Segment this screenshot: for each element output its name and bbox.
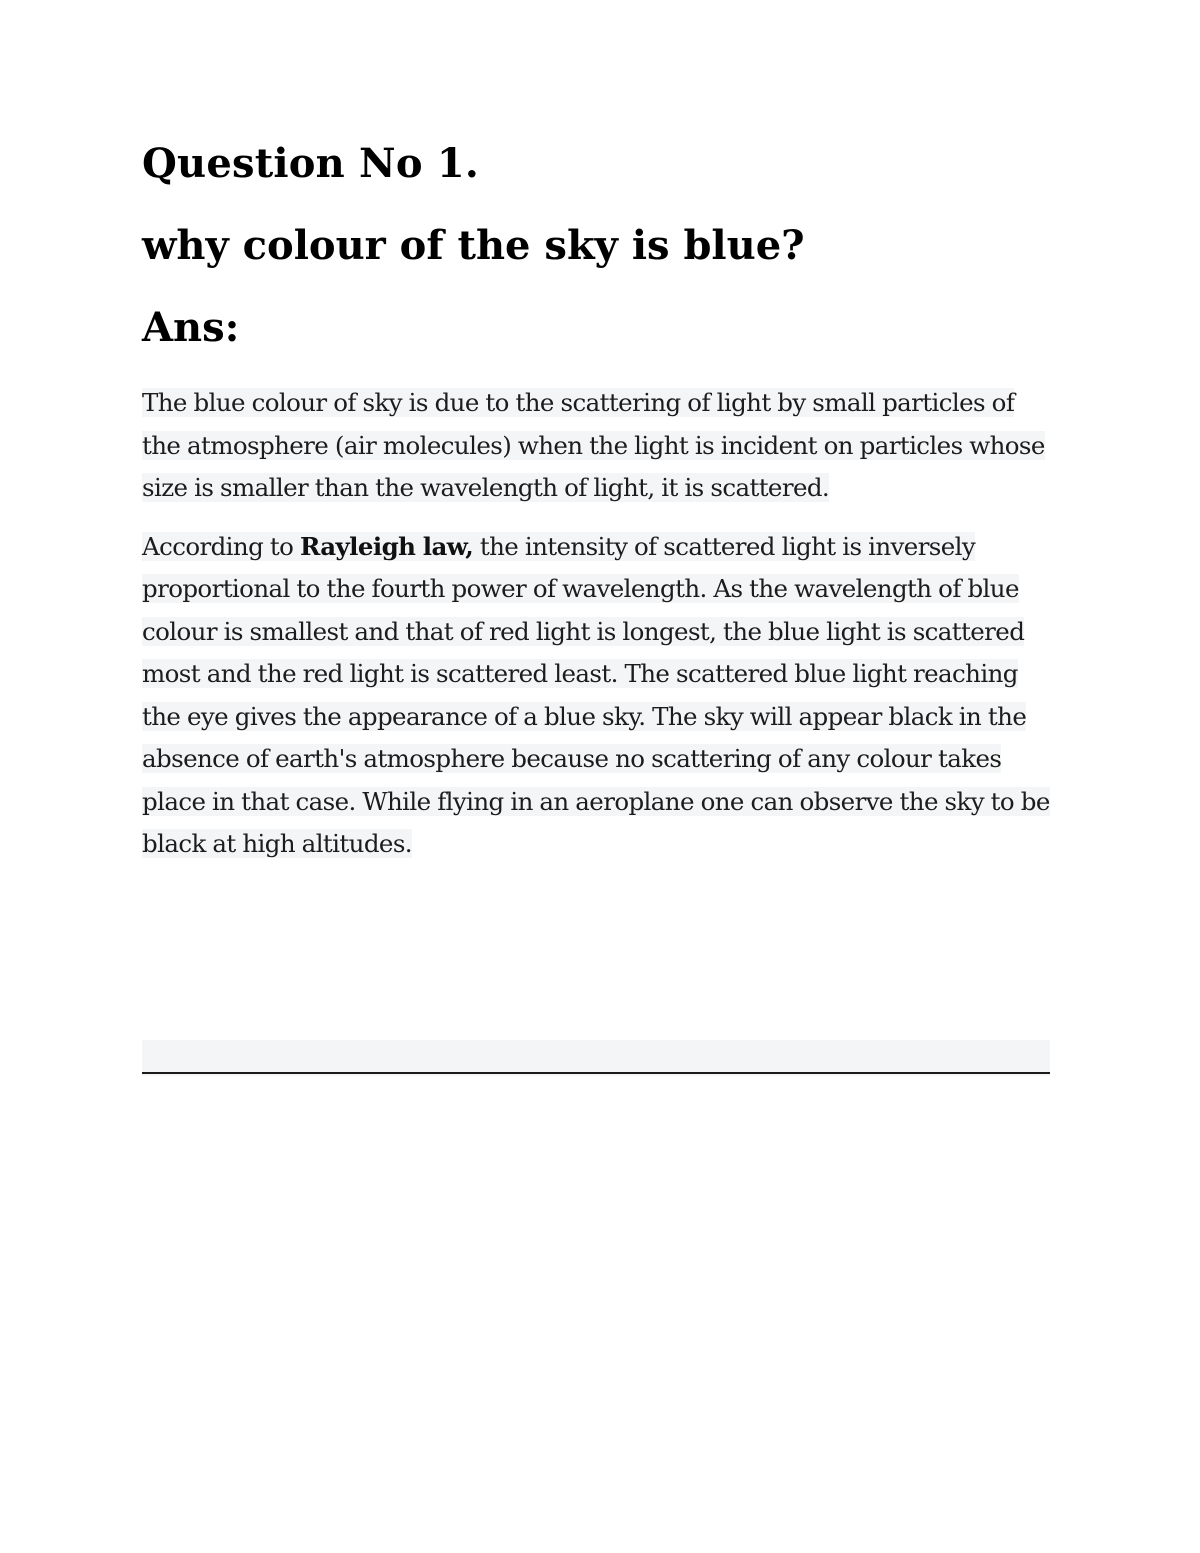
document-page (142, 140, 1052, 882)
question-text: why colour of the sky is blue? (142, 222, 805, 269)
paragraph-2-intro: According to (142, 531, 300, 561)
paragraph-1-text: The blue colour of sky is due to the scattering of light by small particles of the atmosphere (air molecules) when the light is incident on particles whose size is smaller than the wavelength of light, it is scattered. (142, 388, 1045, 502)
answer-paragraph-1 (142, 382, 1052, 510)
separator-line-block (142, 1040, 1050, 1076)
separator-line (142, 1072, 1050, 1074)
paragraph-2-body: the intensity of scattered light is inversely proportional to the fourth power of wavelength. As the wavelength of blue colour is smallest and that of red light is longest, the blue light is scattered most and the red light is scattered least. The scattered blue light reaching the eye gives the appearance of a blue sky. The sky will appear black in the absence of earth's atmosphere because no scattering of any colour takes place in that case. While flying in an aeroplane one can observe the sky to be black at high altitudes. (142, 531, 1050, 858)
answer-paragraph-2 (142, 526, 1052, 866)
rayleigh-law-term: Rayleigh law, (299, 531, 474, 561)
answer-label: Ans: (142, 304, 240, 351)
question-title: Question No 1. (142, 140, 479, 187)
paragraph-2-text (142, 532, 1050, 859)
